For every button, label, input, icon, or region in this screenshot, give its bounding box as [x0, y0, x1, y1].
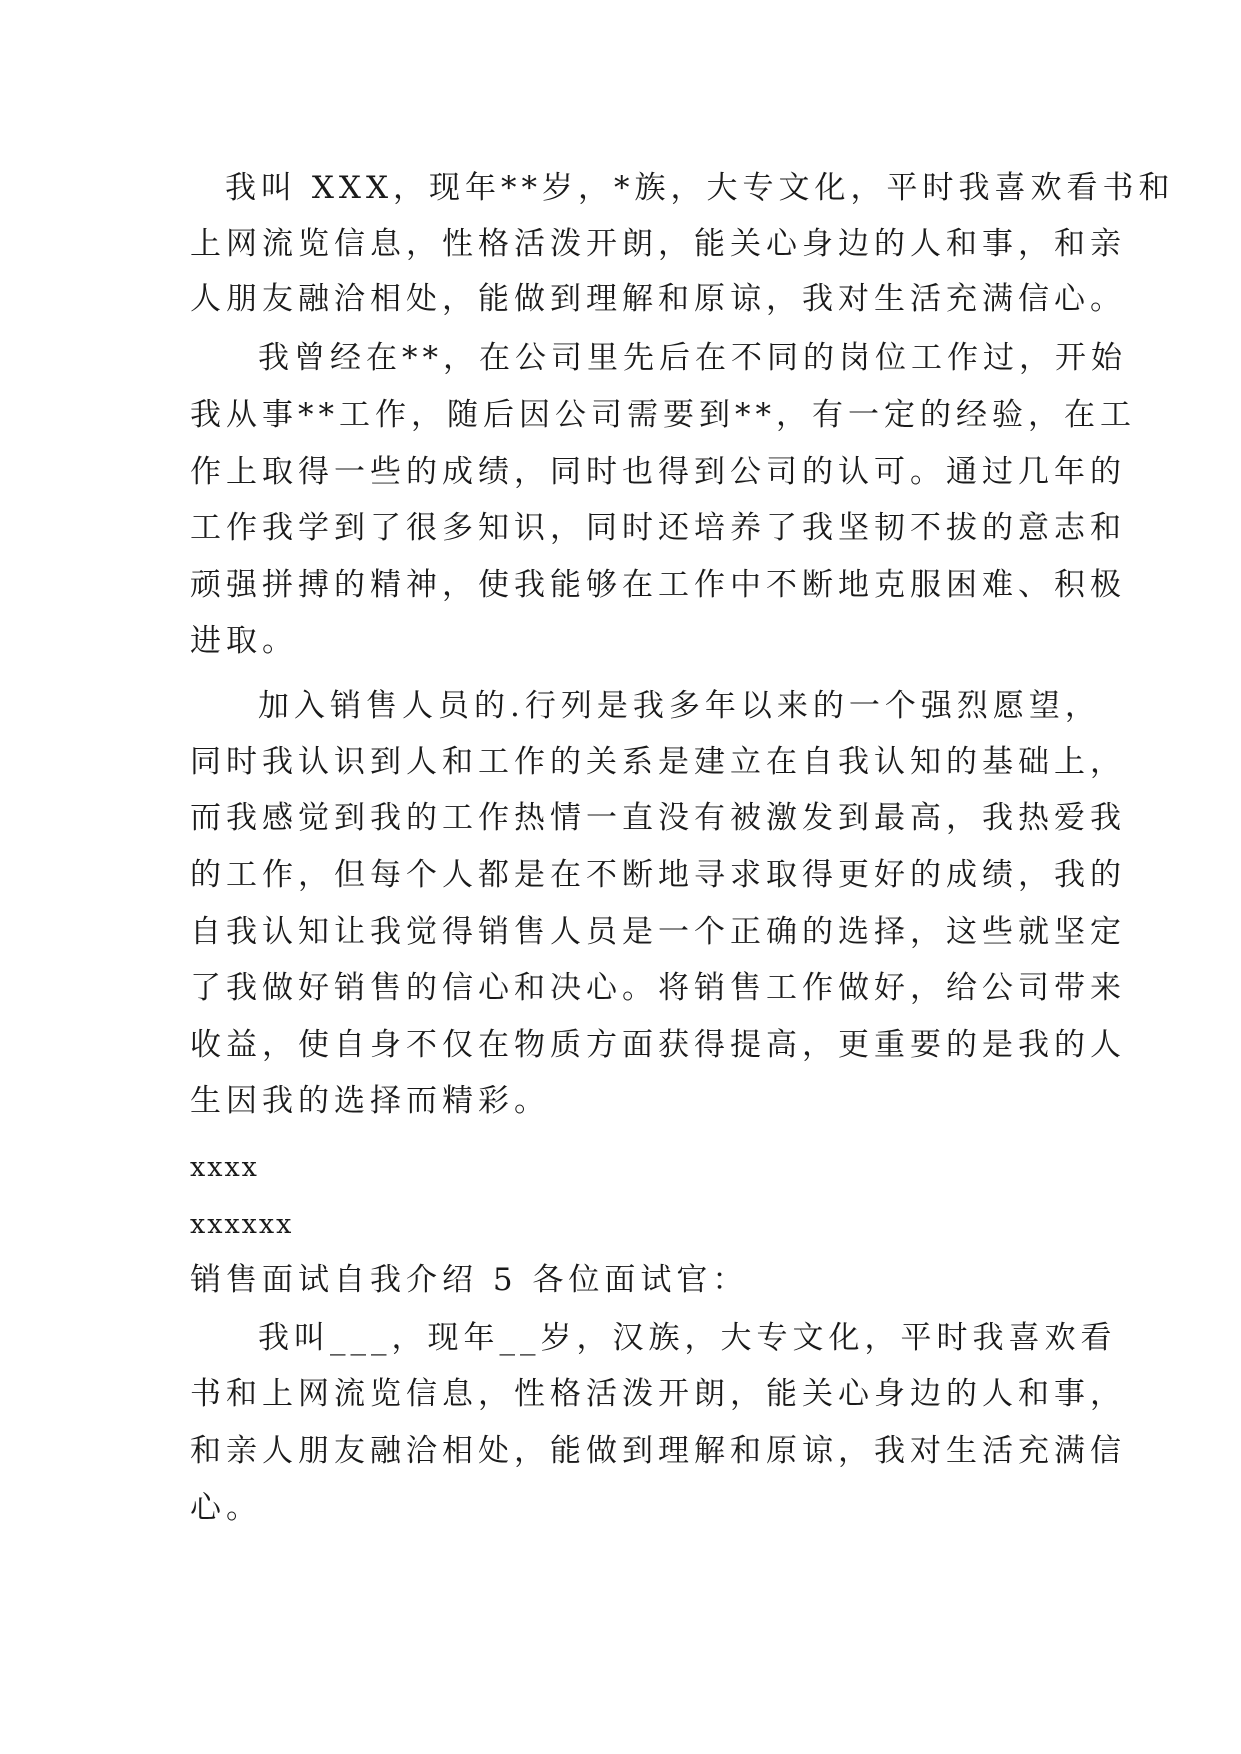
paragraph-3-line-6: 了我做好销售的信心和决心。将销售工作做好，给公司带来 — [190, 970, 1126, 1006]
signature-line-1: xxxx — [190, 1152, 259, 1183]
paragraph-4-line-4: 心。 — [190, 1490, 262, 1526]
paragraph-3-line-1: 加入销售人员的.行列是我多年以来的一个强烈愿望， — [258, 688, 1101, 724]
signature-line-2: xxxxxx — [190, 1209, 294, 1240]
paragraph-1-line-1: 我叫 XXX，现年**岁，*族，大专文化，平时我喜欢看书和 — [225, 170, 1175, 206]
paragraph-3-line-3: 而我感觉到我的工作热情一直没有被激发到最高，我热爱我 — [190, 800, 1126, 836]
paragraph-2-line-2: 我从事**工作，随后因公司需要到**，有一定的经验，在工 — [190, 397, 1136, 433]
paragraph-2-line-1: 我曾经在**，在公司里先后在不同的岗位工作过，开始 — [258, 340, 1127, 376]
paragraph-3-line-8: 生因我的选择而精彩。 — [190, 1083, 550, 1119]
paragraph-3-line-7: 收益，使自身不仅在物质方面获得提高，更重要的是我的人 — [190, 1027, 1126, 1063]
paragraph-2-line-6: 进取。 — [190, 623, 298, 659]
paragraph-3-line-2: 同时我认识到人和工作的关系是建立在自我认知的基础上， — [190, 744, 1126, 780]
section-heading: 销售面试自我介绍 5 各位面试官： — [190, 1262, 749, 1298]
paragraph-2-line-5: 顽强拼搏的精神，使我能够在工作中不断地克服困难、积极 — [190, 567, 1126, 603]
paragraph-4-line-2: 书和上网流览信息，性格活泼开朗，能关心身边的人和事， — [190, 1376, 1126, 1412]
paragraph-4-line-1: 我叫___，现年__岁，汉族，大专文化，平时我喜欢看 — [258, 1320, 1117, 1356]
paragraph-3-line-5: 自我认知让我觉得销售人员是一个正确的选择，这些就坚定 — [190, 914, 1126, 950]
paragraph-2-line-4: 工作我学到了很多知识，同时还培养了我坚韧不拔的意志和 — [190, 510, 1126, 546]
paragraph-2-line-3: 作上取得一些的成绩，同时也得到公司的认可。通过几年的 — [190, 454, 1126, 490]
paragraph-1-line-3: 人朋友融洽相处，能做到理解和原谅，我对生活充满信心。 — [190, 281, 1126, 317]
paragraph-4-line-3: 和亲人朋友融洽相处，能做到理解和原谅，我对生活充满信 — [190, 1433, 1126, 1469]
paragraph-3-line-4: 的工作，但每个人都是在不断地寻求取得更好的成绩，我的 — [190, 857, 1126, 893]
paragraph-1-line-2: 上网流览信息，性格活泼开朗，能关心身边的人和事，和亲 — [190, 226, 1126, 262]
